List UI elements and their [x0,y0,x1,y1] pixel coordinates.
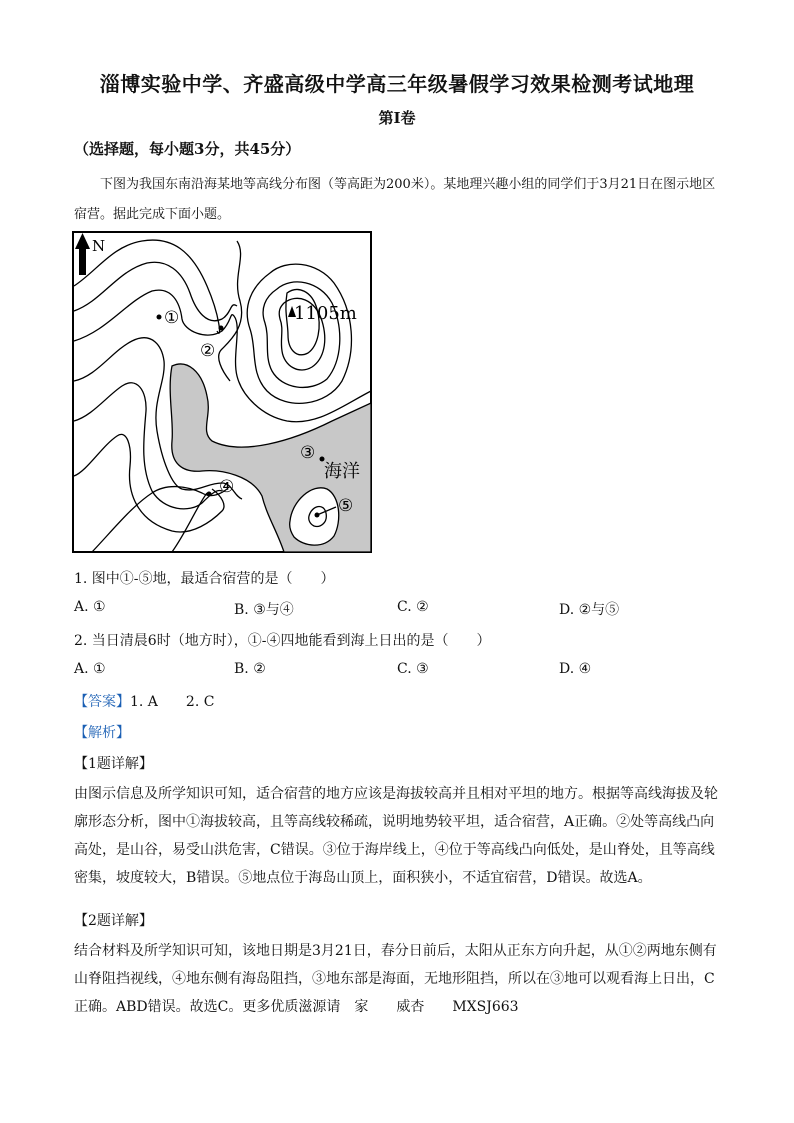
answer-tag: 【答案】 [74,694,130,710]
point-2-dot [219,326,224,331]
question-2-option-d: D. ④ [559,661,592,677]
point-3-label: ③ [300,443,316,463]
section-note: （选择题，每小题3分，共45分） [74,140,301,158]
detail-1-text: 由图示信息及所学知识可知，适合宿营的地方应该是海拔较高并且相对平坦的地方。根据等高线海拔及轮廓形态分析，图中①海拔较高，且等高线较稀疏，说明地势较平坦，适合宿营，A正确。②处等高线凸向高处，是山谷，易受山洪危害，C错误。③位于海岸线上，④位于等高线凸向低处，是山脊处，且等高线密集，坡度较大，B错误。⑤地点位于海岛山顶上，面积狭小，不适宜宿营，D错误。故选A。 [74,786,718,886]
question-2-option-a: A. ① [74,661,106,677]
sea-label: 海洋 [324,461,360,482]
point-2-label: ② [200,341,216,361]
detail-2-text: 结合材料及所学知识可知，该地日期是3月21日，春分日前后，太阳从正东方向升起，从①②两地东侧有山脊阻挡视线，④地东侧有海岛阻挡，③地东部是海面，无地形阻挡，所以在③地可以观看海上日出，C正确。ABD错误。故选C。更多优质滋源请 家 威杏 MXSJ663 [74,943,717,1015]
detail-1-label: 【1题详解】 [74,756,153,772]
answer-text: 1. A 2. C [130,694,215,710]
question-1-option-d: D. ②与⑤ [559,602,620,618]
question-1-option-b: B. ③与④ [234,602,294,618]
point-4-dot [207,492,212,497]
question-1-stem: 1. 图中①-⑤地，最适合宿营的是（ ） [74,571,335,587]
peak-label: 1105m [294,303,357,324]
document-title: 淄博实验中学、齐盛高级中学高三年级暑假学习效果检测考试地理 [99,72,695,96]
answer-line [74,691,214,711]
contour-map [72,231,372,553]
point-4-label: ④ [219,477,235,497]
north-label: N [92,237,106,255]
point-1-label: ① [164,308,180,328]
volume-title: 第I卷 [378,109,416,127]
intro-paragraph: 下图为我国东南沿海某地等高线分布图（等高距为200米）。某地理兴趣小组的同学们于3月21日在图示地区宿营。据此完成下面小题。 [74,177,716,222]
detail-2-label: 【2题详解】 [74,913,153,929]
point-1-dot [157,315,162,320]
question-2-stem: 2. 当日清晨6时（地方时），①-④四地能看到海上日出的是（ ） [74,633,491,649]
question-1-option-c: C. ② [397,599,429,615]
question-2-option-c: C. ③ [397,661,429,677]
point-5-label: ⑤ [338,496,354,516]
question-1-option-a: A. ① [74,599,106,615]
question-2-option-b: B. ② [234,661,266,677]
analysis-label: 【解析】 [74,725,130,741]
